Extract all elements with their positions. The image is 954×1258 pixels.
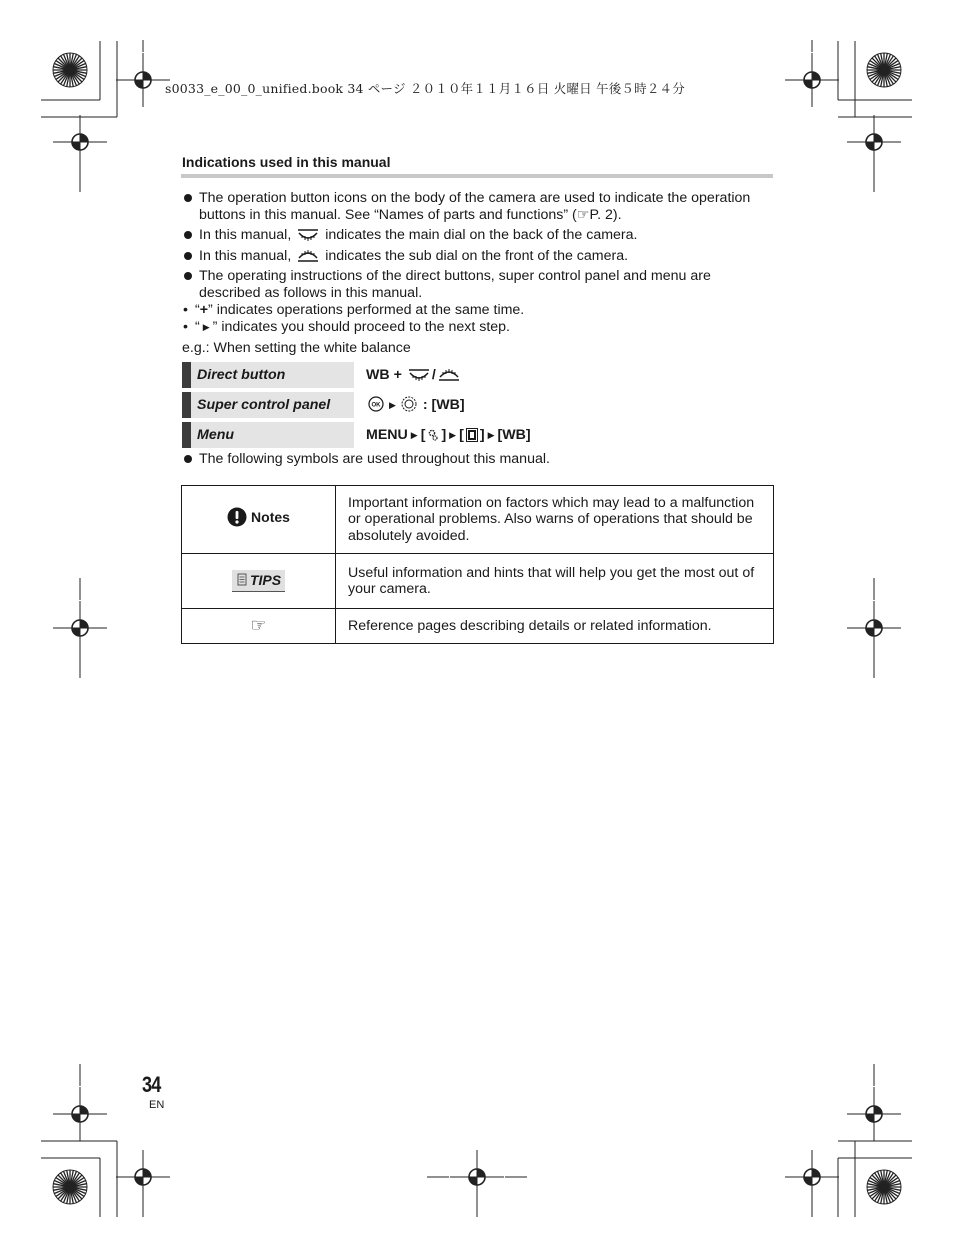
bullet-list [182,190,774,361]
operation-examples [182,362,774,452]
symbol-cell [182,486,336,554]
bullet-dot [184,272,192,280]
bullet-dot [184,252,192,260]
caution-icon [227,507,247,527]
op-value: OK ▶ : [WB] [366,392,465,418]
op-row-direct-button [182,362,774,388]
subitem-arrow: • “ ▶ ” indicates you should proceed to the next step. [183,318,510,335]
op-label: Menu [182,422,354,448]
next-step-arrow-icon: ▶ [449,430,457,440]
print-header-line: s0033_e_00_0_unified.book 34 ページ ２０１０年１１月１６日 火曜日 午後５時２４分 [165,81,685,96]
sub-dial-icon [438,368,460,382]
symbol-description: Important information on factors which may lead to a malfunction or operational problems. Also warns of operations that should be absolutely avoided. [336,486,774,554]
op-value: WB + / [366,362,462,388]
section-title: Indications used in this manual [182,154,391,170]
next-step-arrow-icon: ▶ [202,321,210,332]
bullet-dot [184,455,192,463]
next-step-arrow-icon: ▶ [487,430,495,440]
arrow-pad-icon [401,396,417,412]
custom-menu-gear-icon [427,428,439,442]
next-step-arrow-icon: ▶ [410,430,418,440]
symbol-cell [182,554,336,609]
title-rule [181,174,773,178]
op-label: Direct button [182,362,354,388]
ok-button-icon [368,396,384,412]
bullet-dot [184,231,192,239]
symbol-description: Useful information and hints that will help you get the most out of your camera. [336,554,774,609]
symbol-description: Reference pages describing details or related information. [336,609,774,644]
example-caption: e.g.: When setting the white balance [182,340,411,356]
small-bullet: • [183,302,188,318]
page-reference-link[interactable]: P. 2 [589,206,613,223]
page-number: 34 [142,1072,161,1097]
custom-menu-tab-icon [466,428,478,442]
tips-pencil-icon [236,573,248,587]
op-value: MENU ▶ [ ] ▶ [ ] ▶ [WB] [366,422,531,448]
wb-button: WB [366,367,390,383]
main-dial-icon [297,228,319,242]
bullet-dot [184,194,192,202]
table-row-notes [182,486,774,554]
main-dial-icon [408,368,430,382]
subitem-plus: • “+” indicates operations performed at the same time. [183,302,525,318]
reference-hand-icon: ☞ [250,614,267,635]
next-step-arrow-icon: ▶ [389,400,396,410]
bullet-main-dial: In this manual, indicates the main dial on the back of the camera. [182,227,774,244]
op-row-super-control-panel [182,392,774,418]
notes-label: Notes [251,509,290,525]
page-language: EN [149,1099,165,1111]
symbols-table [181,485,774,644]
op-label: Super control panel [182,392,354,418]
bullet-operation-icons: The operation button icons on the body of the camera are used to indicate the operation buttons in this manual. See “Names of parts and functions” (☞P. 2). [182,190,774,223]
small-bullet: • [183,318,188,335]
bullet-following-symbols: The following symbols are used throughout this manual. [182,451,774,471]
tips-badge: TIPS [232,570,285,592]
sub-dial-icon [297,249,319,263]
op-row-menu [182,422,774,448]
table-row-reference [182,609,774,644]
menu-button: MENU [366,427,408,443]
reference-icon: ☞ [576,206,590,223]
bullet-operating-instructions: The operating instructions of the direct buttons, super control panel and menu are described as follows in this manual. [182,268,774,301]
table-row-tips [182,554,774,609]
bullet-sub-dial: In this manual, indicates the sub dial on the front of the camera. [182,248,774,265]
symbol-cell [182,609,336,644]
svg-text:OK: OK [371,402,381,409]
